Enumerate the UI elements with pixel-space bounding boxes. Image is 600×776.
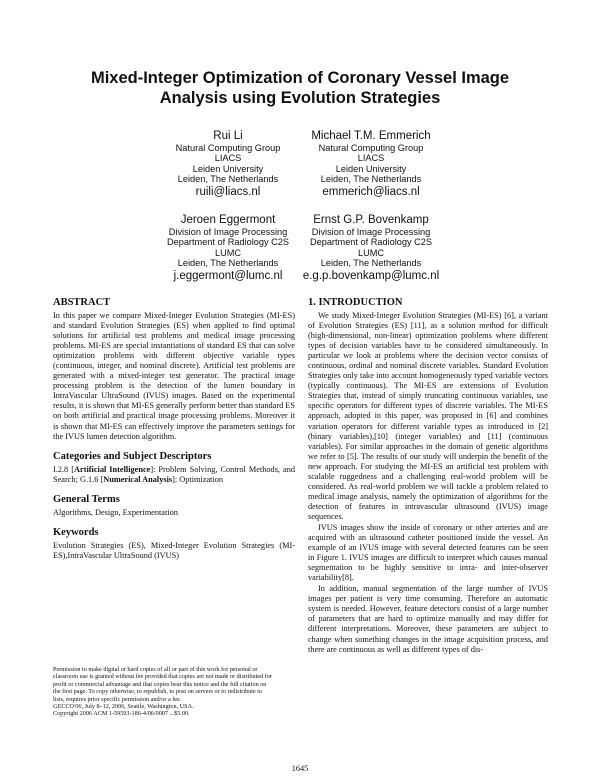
author-affiliation: Department of Radiology C2S xyxy=(166,237,290,248)
author-affiliation: Division of Image Processing xyxy=(311,227,431,237)
abstract-heading: ABSTRACT xyxy=(53,297,111,308)
categories-heading: Categories and Subject Descriptors xyxy=(53,450,212,462)
author-affiliation: LUMC xyxy=(357,247,385,258)
title-line-1: Mixed-Integer Optimization of Coronary Vessel Image xyxy=(90,69,510,87)
author-affiliation: LUMC xyxy=(214,247,242,258)
author-affiliation: Leiden University xyxy=(192,163,264,174)
author-affiliation: Leiden, The Netherlands xyxy=(177,174,279,185)
general-terms-text: Algorithms, Design, Experimentation xyxy=(53,507,178,517)
intro-paragraph-1: We study Mixed-Integer Evolution Strategies (MI-ES) [6], a variant of Evolution Strategies (ES) [11], as a solution method for difficult (high-dimensional, non-linear) optimization problems where different types of decision variables have to be considered simultaneously. In particular we look at problems where the decision vector consists of continuous, ordinal and nominal discrete variables. Standard Evolution Strategies only take into account homogeneously typed variable vectors (typically continuous). The MI-ES are extensions of Evolution Strategies that, instead of simply truncating continuous variables, use specific operators for different types of discrete variables. The MI-ES approach, adopted in this paper, was proposed in [6] and combines variation operators for different variable types as introduced in [2] (binary variables),[10] (integer variables) and [11] (continuous variables). For similar approaches in the domain of genetic algorithms we refer to [5]. The results of our study will underpin the benefit of the new approach. For studying the MI-ES an artificial test problem with scalable ruggedness and a challenging real-world problem will be considered. As real-world problem we will tackle a problem related to medical image analysis, namely the optimization of algorithms for the detection of features in intravascular ultrasound (IVUS) image sequences. xyxy=(308,311,548,521)
left-column xyxy=(53,296,295,561)
title-line-2: Analysis using Evolution Strategies xyxy=(159,89,441,107)
author-affiliation: Department of Radiology C2S xyxy=(309,237,433,248)
right-column xyxy=(308,296,548,655)
author-block-2 xyxy=(271,129,471,199)
author-name: Rui Li xyxy=(213,130,243,142)
author-affiliation: LIACS xyxy=(357,153,385,164)
venue-line: GECCO'06, July 8–12, 2006, Seattle, Washington, USA. xyxy=(53,703,194,711)
author-affiliation: Leiden, The Netherlands xyxy=(177,258,279,269)
author-name: Jeroen Eggermont xyxy=(180,214,276,226)
author-affiliation: Natural Computing Group xyxy=(318,143,424,153)
keywords-text: Evolution Strategies (ES), Mixed-Integer Evolution Strategies (MI-ES),IntraVascular UltraSound (IVUS) xyxy=(53,540,295,560)
page-number: 1645 xyxy=(291,764,309,773)
abstract-text: In this paper we compare Mixed-Integer Evolution Strategies (MI-ES) and standard Evolution Strategies (ES) when applied to find optimal solutions for artificial test problems and medical image processing problems. MI-ES are special instantiations of standard ES that can solve optimization problems with different objective variable types (continuous, integer, and nominal discrete). Artificial test problems are generated with a mixed-integer test generator. The practical image processing problem is the detection of the lumen boundary in IntraVascular UltraSound (IVUS) images. Based on the experimental results, it is shown that MI-ES generally perform better than standard ES on both artificial and practical image processing problems. Moreover it is shown that MI-ES can effectively improve the parameters settings for the IVUS lumen detection algorithm. xyxy=(53,311,295,441)
author-affiliation: Natural Computing Group xyxy=(175,143,281,153)
author-email: j.eggermont@lumc.nl xyxy=(173,269,283,282)
intro-paragraph-2: IVUS images show the inside of coronary or other arteries and are acquired with an ultrasound catheter positioned inside the vessel. An example of an IVUS image with several detected features can be seen in Figure 1. IVUS images are difficult to interpret which causes manual segmentation to be highly sensitive to intra- and inter-observer variability[8]. xyxy=(308,522,548,583)
permission-notice xyxy=(53,666,273,718)
general-terms-heading: General Terms xyxy=(53,493,120,505)
intro-paragraph-3: In addition, manual segmentation of the large number of IVUS images per patient is very time consuming. Therefore an automatic system is needed. However, feature detectors consist of a large number of parameters that are hard to optimize manually and may differ for different interpretations. Moreover, these parameters are subject to change when something changes in the image acquisition process, and there are continuous as well as different types of dis- xyxy=(308,584,548,654)
paper-title xyxy=(40,68,560,108)
copyright-line: Copyright 2006 ACM 1-59593-186-4/06/0007 ...$5.00. xyxy=(53,710,190,718)
author-affiliation: LIACS xyxy=(214,153,242,164)
author-affiliation: Division of Image Processing xyxy=(168,227,288,237)
author-email: emmerich@liacs.nl xyxy=(322,185,420,198)
author-affiliation: Leiden University xyxy=(335,163,407,174)
categories-text: I.2.8 [Artificial Intelligence]: Problem Solving, Control Methods, and Search; G.1.6 [Numerical Analysis]: Optimization xyxy=(53,464,296,484)
author-affiliation: Leiden, The Netherlands xyxy=(320,174,422,185)
author-name: Ernst G.P. Bovenkamp xyxy=(313,214,429,226)
keywords-heading: Keywords xyxy=(53,526,99,538)
author-email: e.g.p.bovenkamp@lumc.nl xyxy=(302,269,440,282)
author-name: Michael T.M. Emmerich xyxy=(311,130,431,142)
author-email: ruili@liacs.nl xyxy=(195,185,261,198)
permission-text: Permission to make digital or hard copies of all or part of this work for personal or classroom use is granted without fee provided that copies are not made or distributed for profit or commercial advantage and that copies bear this notice and the full citation on the first page. To copy otherwise, to republish, to post on servers or to redistribute to lists, requires prior specific permission and/or a fee. xyxy=(53,666,272,703)
introduction-heading: 1. INTRODUCTION xyxy=(308,297,403,308)
author-block-4 xyxy=(271,213,471,283)
author-affiliation: Leiden, The Netherlands xyxy=(320,258,422,269)
